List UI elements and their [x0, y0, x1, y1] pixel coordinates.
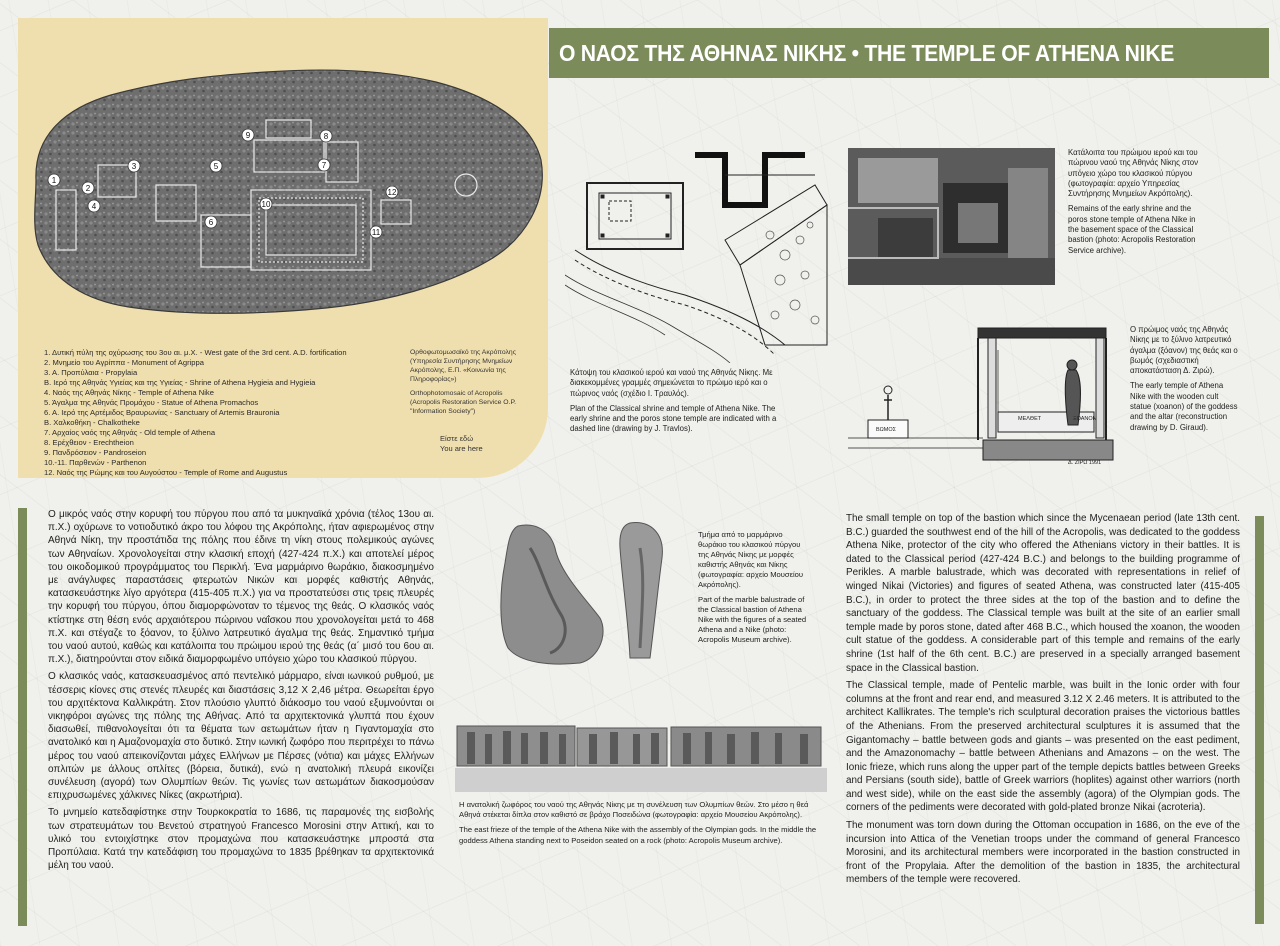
greek-paragraph: Το μνημείο κατεδαφίστηκε στην Τουρκοκρατία το 1686, τις παραμονές της εισβολής των στρατευμάτων του Βενετού στρατηγού Francesco Morosini στην Αττική, και το υλικό του εντοιχίστηκε στον προμαχώνα που κατασκευάστηκε μπροστά στα Προπύλαια. Κατά την κατεδάφιση του προμαχώνα το 1835 βρέθηκαν τα αρχιτεκτονικά μέλη του ναού.	[48, 807, 434, 872]
frieze-caption	[459, 800, 829, 846]
section-caption-gr: Ο πρώιμος ναός της Αθηνάς Νίκης με το ξύλινο λατρευτικό άγαλμα (ξόανον) της θεάς και ο βωμός (σχεδιαστική αποκατάσταση Δ. Ζιρώ).	[1130, 325, 1238, 376]
you-are-here-gr: Είστε εδώ	[440, 434, 474, 443]
plan-caption	[570, 368, 792, 435]
greek-text	[48, 508, 434, 876]
legend-item: Β. Χαλκοθήκη - Chalkotheke	[44, 418, 140, 427]
balustrade-caption	[698, 530, 810, 645]
english-text	[846, 512, 1240, 891]
map-label: 10	[261, 200, 271, 209]
right-accent-rule	[1255, 516, 1264, 924]
section-label-bomos: ΒΩΜΟΣ	[876, 427, 897, 433]
map-label: 5	[213, 162, 219, 171]
page-title: Ο ΝΑΟΣ ΤΗΣ ΑΘΗΝΑΣ ΝΙΚΗΣ • THE TEMPLE OF ATHENA NIKE	[559, 39, 1175, 66]
section-caption	[1130, 325, 1240, 433]
plan-caption-en: Plan of the Classical shrine and temple of Athena Nike. The early shrine and the poros stone temple are indicated with a dashed line (drawing by J. Travlos).	[570, 403, 777, 434]
map-label: 12	[387, 188, 397, 197]
legend-item: 12. Ναός της Ρώμης και του Αυγούστου - Temple of Rome and Augustus	[44, 468, 288, 477]
frieze-caption-en: The east frieze of the temple of the Athena Nike with the assembly of the Olympian gods. In the middle the goddess Athena standing next to Poseidon seated on a rock (photo: Acropolis Museum archive).	[459, 825, 817, 845]
balustrade-caption-en: Part of the marble balustrade of the Classical bastion of Athena Nike with the figures of a seated Athena and a Nike (photo: Acropolis Museum archive).	[698, 595, 807, 644]
legend-item: 3. Α. Προπύλαια - Propylaia	[44, 368, 138, 377]
balustrade-caption-gr: Τμήμα από το μαρμάρινο θωράκιο του κλασικού πύργου της Αθηνάς Νίκης με μορφές καθιστής Αθηνάς και Νίκης (φωτογραφία: αρχείο Μουσείου Ακρόπολης).	[698, 530, 804, 589]
legend-item: Β. Ιερό της Αθηνάς Υγιείας και της Υγιείας - Shrine of Athena Hygieia and Hygieia	[44, 378, 316, 387]
legend-item: 7. Αρχαίος ναός της Αθηνάς - Old temple of Athena	[44, 428, 216, 437]
balustrade-photo	[490, 518, 690, 668]
greek-paragraph: Ο κλασικός ναός, κατασκευασμένος από πεντελικό μάρμαρο, είναι ιωνικού ρυθμού, με τέσσερις κίονες στις στενές πλευρές και διαστάσεις 3,12 Χ 2,46 μέτρα. Θεωρείται έργο του αρχιτέκτονα Καλλικράτη. Στον πλούσιο γλυπτό διάκοσμο του ναού εξυμνούνται οι νικηφόροι αγώνες της πόλης της Αθήνας. Από τα αρχιτεκτονικά γλυπτά που έχουν διασωθεί, πιθανολογείται ότι τα θέματα των αετωμάτων ήταν η Γιγαντομαχία στο ανατολικό και η Αμαζονομαχία στο δυτικό. Στην ιωνική ζωφόρο που περιτρέχει το πάνω μέρος του ναού απεικονίζονται μάχες Ελλήνων με Πέρσες (νότια) και μάχες Ελλήνων οπλιτών με άλλους οπλίτες (βόρεια, δυτικά), ενώ η ανατολική πλευρά εικονίζει συνέλευση (αγορά) των Ολυμπίων θεών. Τις γωνίες των αετωμάτων διακοσμούσαν επιχρυσωμένες χάλκινες Νίκες (ακρωτήρια).	[48, 671, 434, 802]
legend-item: 4. Ναός της Αθηνάς Νίκης - Temple of Athena Nike	[44, 388, 214, 397]
map-credit	[410, 348, 525, 416]
basement-caption	[1068, 148, 1208, 256]
frieze-photo	[455, 724, 827, 792]
map-label: 6	[208, 218, 214, 227]
map-legend	[44, 348, 389, 478]
legend-item: 8. Ερέχθειον - Erechtheion	[44, 438, 134, 447]
map-label: 1	[51, 176, 57, 185]
you-are-here-en: You are here	[440, 444, 483, 453]
map-label: 7	[321, 161, 327, 170]
english-paragraph: The monument was torn down during the Ottoman occupation in 1686, on the eve of the incursion into Attica of the Venetian troops under the command of general Francesco Morosini, and its architectural members were incorporated in the bastion constructed in front of the Propylaia. After the demolition of the bastion in 1835, the architectural members of the temple were recovered.	[846, 820, 1240, 886]
section-label-mid: ΜΕΛΘΕΤ	[1018, 416, 1042, 422]
map-label: 11	[371, 228, 381, 237]
map-credit-gr: Ορθοφωτομωσαϊκό της Ακρόπολης (Υπηρεσία Συντήρησης Μνημείων Ακρόπολης, Ε.Π. «Κοινωνία της Πληροφορίας»)	[410, 349, 516, 383]
legend-item: 10.-11. Παρθενών - Parthenon	[44, 458, 147, 467]
basement-caption-en: Remains of the early shrine and the poros stone temple of Athena Nike in the basement space of the Classical bastion (photo: Acropolis Restoration Service archive).	[1068, 204, 1196, 255]
title-bar	[549, 28, 1269, 78]
map-label: 3	[131, 162, 137, 171]
map-panel	[18, 18, 548, 478]
map-label: 4	[91, 202, 97, 211]
left-accent-rule	[18, 508, 27, 926]
map-credit-en: Orthophotomosaic of Acropolis (Acropolis Restoration Service O.P. "Information Society")	[410, 390, 517, 415]
map-label: 2	[85, 184, 91, 193]
section-signature: Δ. ΖΙΡΩ 1991	[1068, 460, 1102, 465]
acropolis-orthophoto	[26, 40, 551, 325]
plan-drawing	[565, 145, 835, 363]
english-paragraph: The small temple on top of the bastion which since the Mycenaean period (late 13th cent. B.C.) guarded the southwest end of the hill of the Acropolis, was dedicated to the goddess Athena Nike, protector of the city who offered the Athenians victory in their battles. It is dated to the Classical period (427-424 B.C.) and belongs to the building programme of Perikles. A marble balustrade, which was decorated with representations in relief of winged Nikai (Victories) and figures of seated Athena, was constructed later (415-405 B.C.), in order to protect the three sides at the top of the bastion and to define the sanctuary of the goddess. The Classical temple was built at the site of an earlier small temple made by poros stone, dated after 468 B.C., which housed the xoanon, the wooden cult statue of the goddess. A considerable part of this temple and remains of the early shrine (1st half of the 6th cent. B.C.) are preserved in a specially arranged basement space in the Classical bastion.	[846, 513, 1240, 674]
greek-paragraph: Ο μικρός ναός στην κορυφή του πύργου που από τα μυκηναϊκά χρόνια (τέλος 13ου αι. π.Χ.) οχύρωνε το νοτιοδυτικό άκρο του λόφου της Ακρόπολης, ήταν αφιερωμένος στην Αθηνά Νίκη, την προστάτιδα της πόλης που έδινε τη νίκη στους πολεμικούς αγώνες των Αθηναίων. Χρονολογείται στην κλασική εποχή (427-424 π.Χ.) και αποτελεί μέρος του οικοδομικού προγράμματος του Περικλή. Ένα μαρμάρινο θωράκιο, διακοσμημένο με ανάγλυφες παραστάσεις φτερωτών Νικών και μορφές καθιστής Αθηνάς, κατασκευάστηκε λίγο αργότερα (415-405 π.Χ.) για να προστατεύσει στις τρεις πλευρές την κορυφή του πύργου, όπου διαμορφώνοταν το τέμενος της θεάς. Ο κλασικός ναός κτίστηκε στη θέση ενός αρχαιότερου πώρινου ναΐσκου που χρονολογείται μετά το 468 π.Χ. και στέγαζε το ξόανον, το ξύλινο λατρευτικό άγαλμα της θεάς. Σημαντικό τμήμα του ναού αυτού, καθώς και κατάλοιπα του πρώιμου ιερού της θεάς (α΄ μισό του 6ου αι. π.Χ.), διατηρούνται στον ειδικά διαμορφωμένο υπόγειο χώρο του κλασικού πύργου.	[48, 509, 434, 666]
map-label: 9	[245, 131, 251, 140]
section-label-xoanon: ΞΟΑΝΟΝ	[1073, 416, 1097, 422]
legend-item: 9. Πανδρόσειον - Pandroseion	[44, 448, 147, 457]
legend-item: 6. Α. Ιερό της Αρτέμιδος Βραυρωνίας - Sanctuary of Artemis Brauronia	[44, 408, 280, 417]
english-paragraph: The Classical temple, made of Pentelic marble, was built in the Ionic order with four columns at the front and rear end, and measured 3.12 X 2.46 meters. It is attributed to the architect Kallikrates. The temple's rich sculptural decoration praises the victorious battles of the Athenians. From the preserved architectural sculptures it is assumed that the Gigantomachy – battle between gods and giants – was presented on the east pediment, and the Amazonomachy – battle between Athenians and Amazons – on the west. The Ionic frieze, which runs along the upper part of the temple depicts battles between Greeks and Persians (south side), battle of Greek warriors (hoplites) against other warriors (north and west side), while on the east side the assembly (agora) of the Olympian gods. The corners of the pediments were decorated with gold-plated bronze Nikai (acroteria).	[846, 680, 1240, 814]
legend-item: 2. Μνημείο του Αγρίππα - Monument of Agrippa	[44, 358, 204, 367]
frieze-caption-gr: Η ανατολική ζωφόρος του ναού της Αθηνάς Νίκης με τη συνέλευση των Ολυμπίων θεών. Στο μέσο η θεά Αθηνά στέκεται δίπλα στον καθιστό σε βράχο Ποσειδώνα (φωτογραφία: αρχείο Μουσείου Ακρόπολης).	[459, 800, 809, 820]
section-caption-en: The early temple of Athena Nike with the wooden cult statue (xoanon) of the goddess and the altar (reconstruction drawing by D. Giraud).	[1130, 381, 1238, 432]
plan-caption-gr: Κάτοψη του κλασικού ιερού και ναού της Αθηνάς Νίκης. Με διακεκομμένες γραμμές σημειώνεται το πρώιμο ιερό και ο πώρινος ναός (σχέδιο Ι. Τραυλός).	[570, 368, 773, 398]
map-label: 8	[323, 132, 329, 141]
you-are-here	[440, 434, 483, 454]
legend-item: 5. Άγαλμα της Αθηνάς Προμάχου - Statue of Athena Promachos	[44, 398, 259, 407]
basement-photo	[848, 148, 1055, 285]
section-drawing	[848, 320, 1118, 465]
basement-caption-gr: Κατάλοιπα του πρώιμου ιερού και του πώρινου ναού της Αθηνάς Νίκης στον υπόγειο χώρο του κλασικού πύργου (φωτογραφία: αρχείο Υπηρεσίας Συντήρησης Μνημείων Ακρόπολης).	[1068, 148, 1199, 199]
legend-item: 1. Δυτική πύλη της οχύρωσης του 3ου αι. μ.Χ. - West gate of the 3rd cent. A.D. fortification	[44, 348, 347, 357]
